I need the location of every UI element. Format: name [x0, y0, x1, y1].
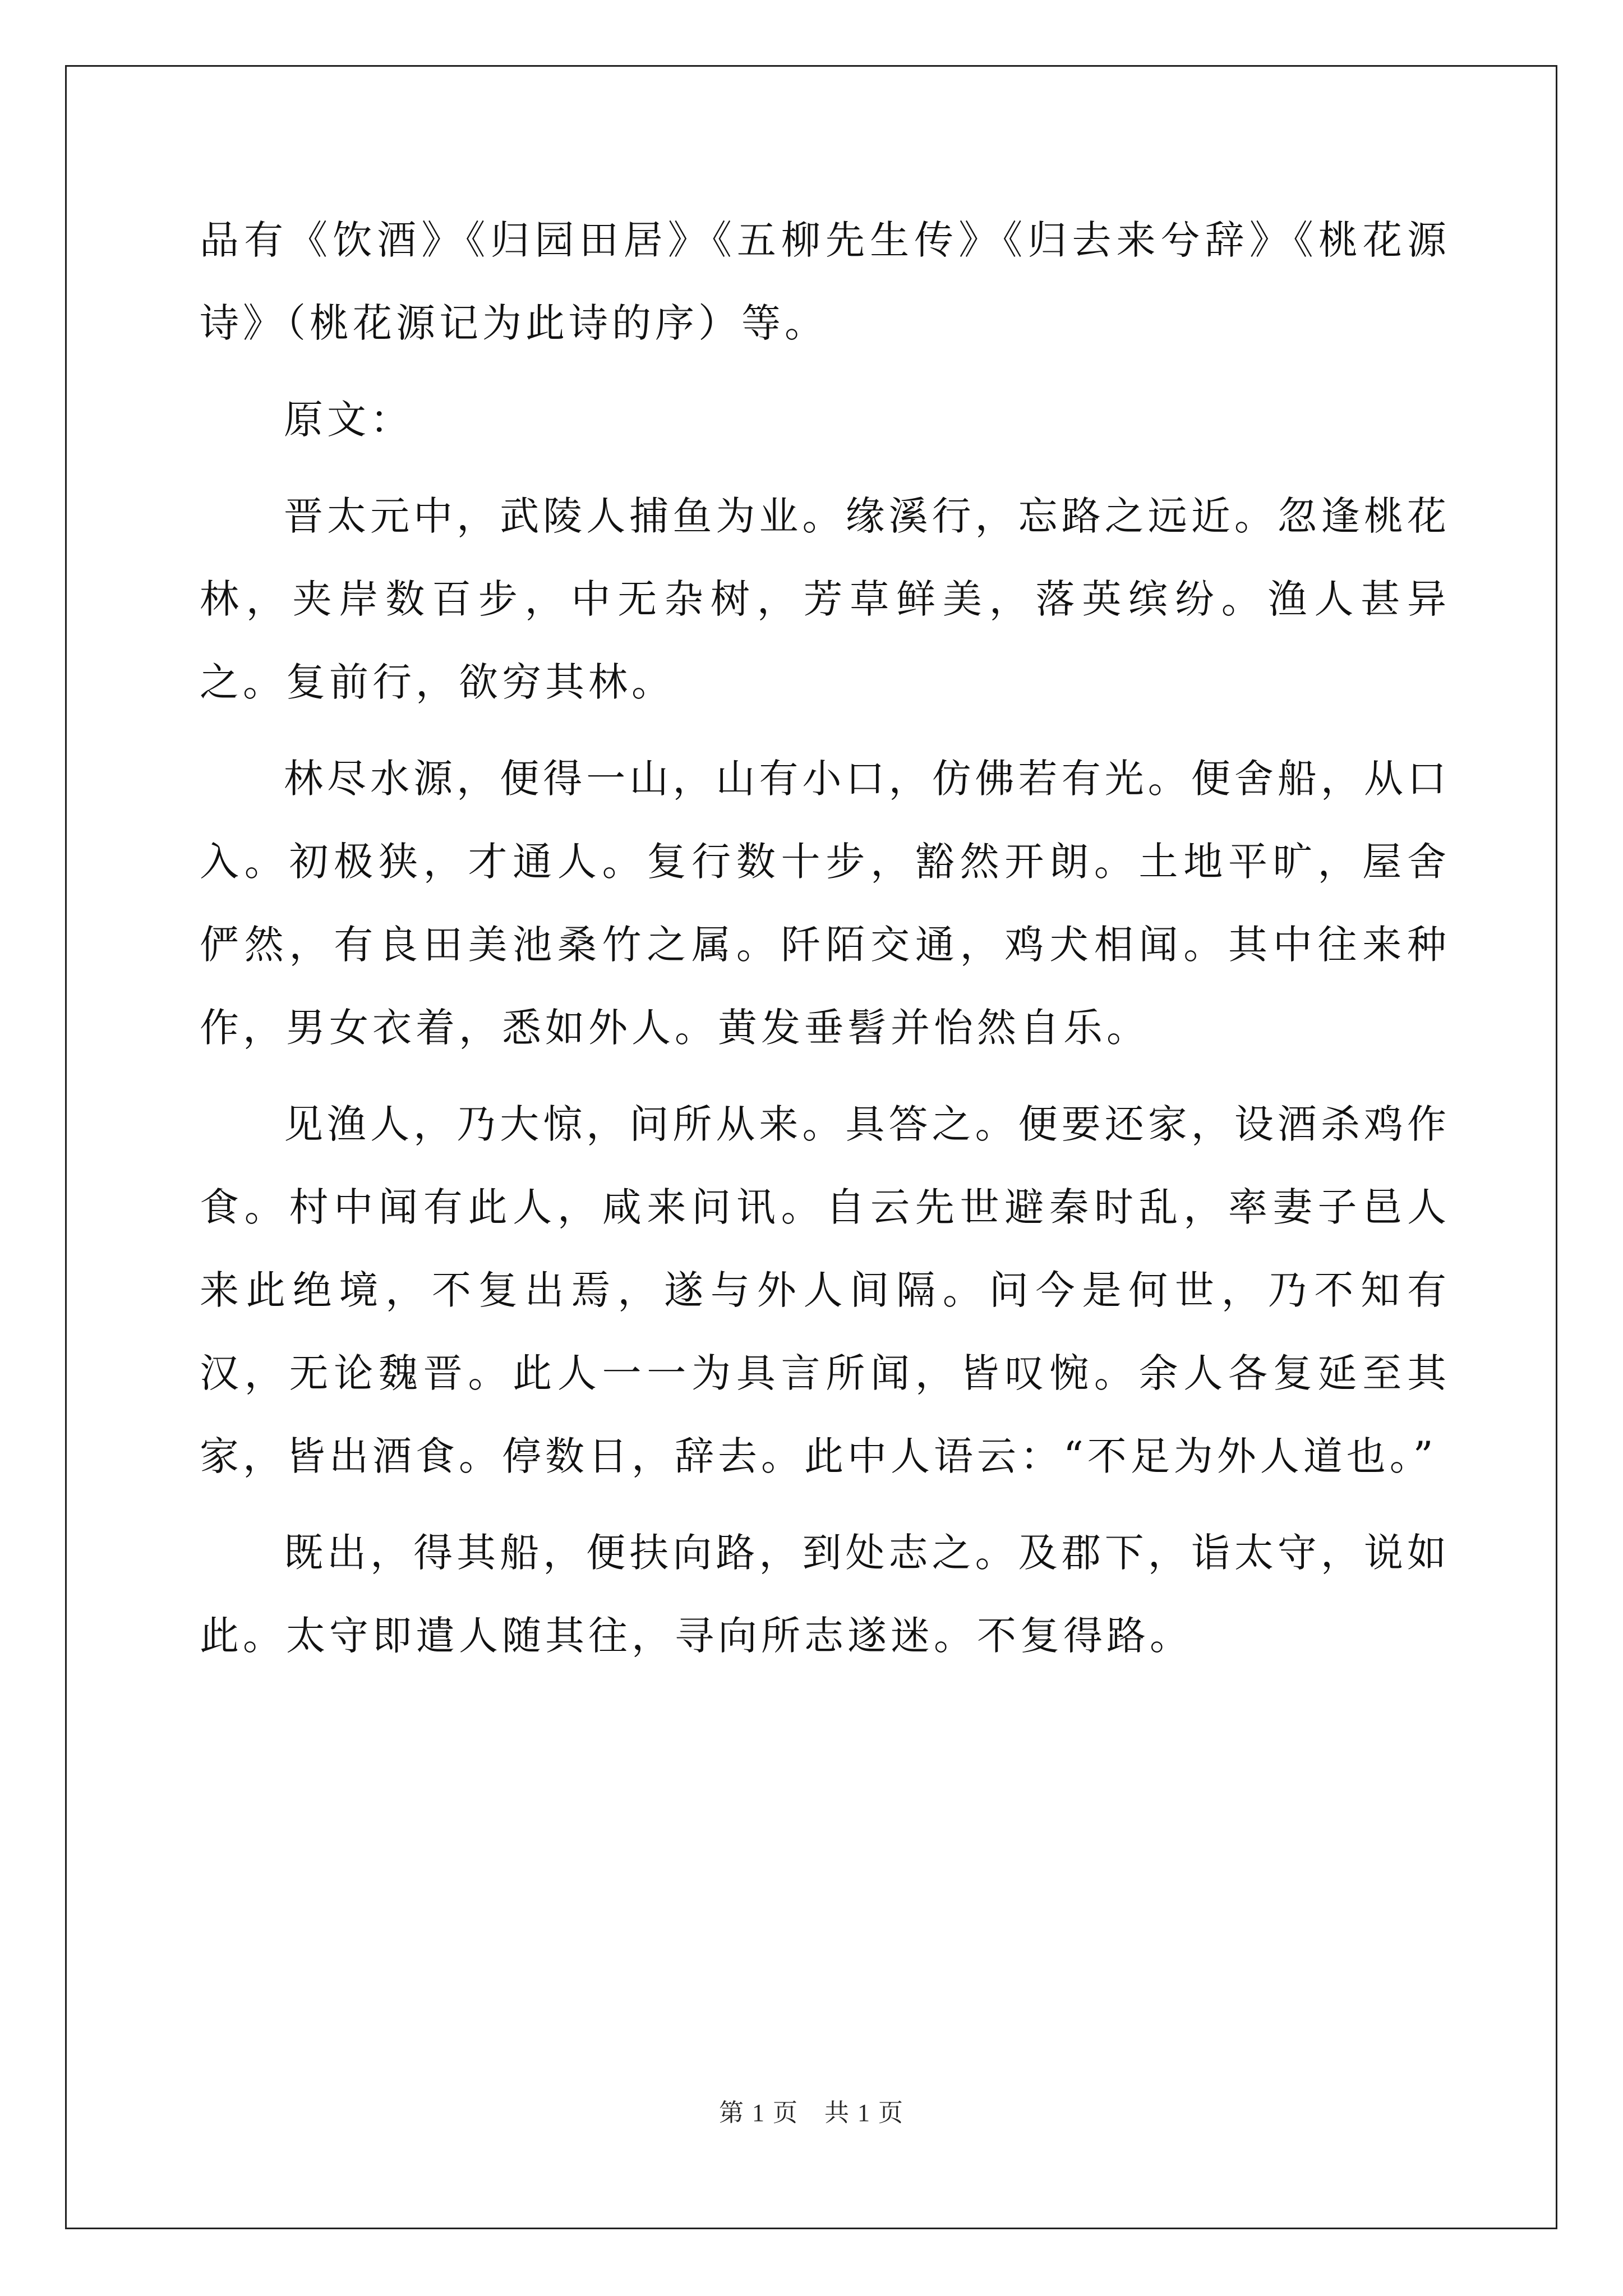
paragraph-4: 林尽水源，便得一山，山有小口，仿佛若有光。便舍船，从口入。初极狭，才通人。复行数十步，豁然开朗。土地平旷，屋舍俨然，有良田美池桑竹之属。阡陌交通，鸡犬相闻。其中往来种作，男女衣着，悉如外人。黄发垂髫并怡然自乐。: [200, 756, 1450, 1051]
paragraph-2: 原文：: [284, 397, 413, 443]
paragraph-6: 既出，得其船，便扶向路，到处志之。及郡下，诣太守，说如此。太守即遣人随其往，寻向所志遂迷。不复得路。: [200, 1530, 1450, 1659]
paragraph-3: 晋太元中，武陵人捕鱼为业。缘溪行，忘路之远近。忽逢桃花林，夹岸数百步，中无杂树，芳草鲜美，落英缤纷。渔人甚异之。复前行，欲穷其林。: [200, 493, 1450, 705]
document-body: [200, 0, 1450, 1677]
paragraph-1: 品有《饮酒》《归园田居》《五柳先生传》《归去来兮辞》《桃花源诗》（桃花源记为此诗的序）等。: [200, 217, 1450, 346]
paragraph-5: 见渔人，乃大惊，问所从来。具答之。便要还家，设酒杀鸡作食。村中闻有此人，咸来问讯。自云先世避秦时乱，率妻子邑人来此绝境，不复出焉，遂与外人间隔。问今是何世，乃不知有汉，无论魏晋。此人一一为具言所闻，皆叹惋。余人各复延至其家，皆出酒食。停数日，辞去。此中人语云：“不足为外人道也。”: [200, 1101, 1450, 1479]
page-footer: 第 1 页 共 1 页: [719, 2099, 904, 2127]
